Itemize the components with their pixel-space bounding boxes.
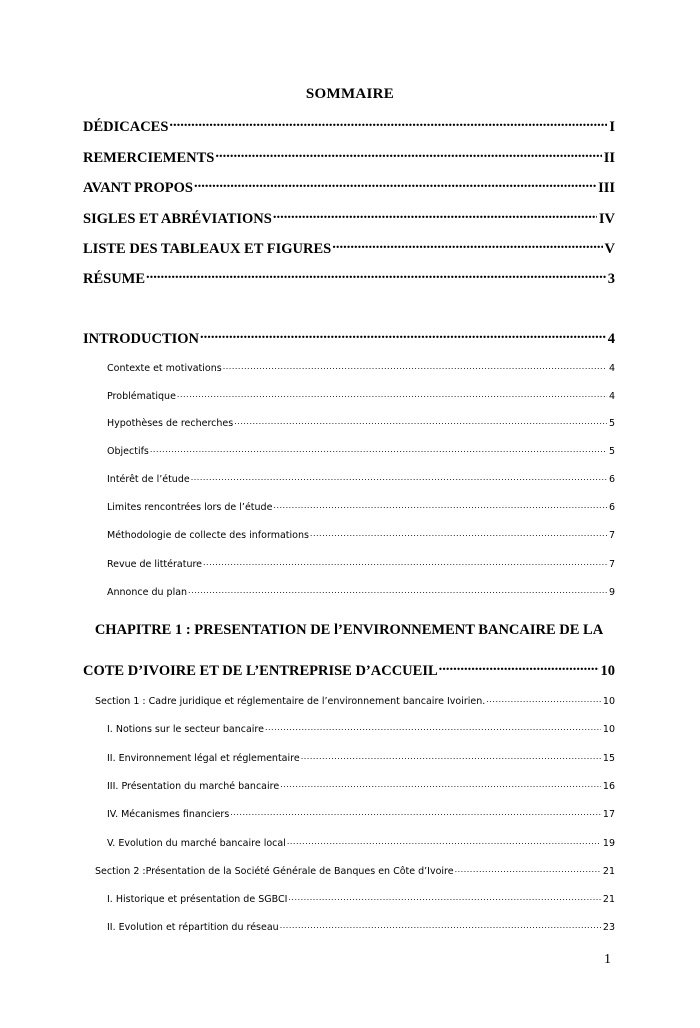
toc-entry-label: II. Evolution et répartition du réseau <box>107 921 279 933</box>
dot-leader <box>233 416 607 426</box>
dot-leader <box>331 238 602 253</box>
toc-entry-avant-propos[interactable] <box>83 177 615 197</box>
dot-leader <box>264 722 601 732</box>
toc-entry-page: 16 <box>602 780 615 792</box>
page-title: SOMMAIRE <box>305 86 395 102</box>
toc-entry-page: 7 <box>608 558 615 570</box>
toc-entry-label: V. Evolution du marché bancaire local <box>107 837 286 849</box>
toc-entry-resume[interactable] <box>83 268 615 288</box>
toc-subentry[interactable] <box>107 472 615 485</box>
toc-entry-label: Méthodologie de collecte des informations <box>107 529 309 541</box>
toc-entry-label: II. Environnement légal et réglementaire <box>107 752 300 764</box>
dot-leader <box>214 147 601 162</box>
toc-entry-label: IV. Mécanismes financiers <box>107 808 230 820</box>
toc-subentry[interactable] <box>107 920 615 933</box>
toc-subentry[interactable] <box>107 361 615 374</box>
dot-leader <box>190 472 607 482</box>
toc-entry-page: 10 <box>602 723 615 735</box>
toc-subentry[interactable] <box>107 722 615 735</box>
toc-entry-dedicaces[interactable] <box>83 116 615 136</box>
toc-entry-label: Section 1 : Cadre juridique et réglementaire de l’environnement bancaire Ivoirien. <box>95 695 486 707</box>
dot-leader <box>438 660 599 675</box>
toc-entry-label: AVANT PROPOS <box>83 179 193 196</box>
toc-entry-page: 23 <box>602 921 615 933</box>
toc-subentry[interactable] <box>107 807 615 820</box>
toc-subentry[interactable] <box>107 751 615 764</box>
dot-leader <box>168 116 607 131</box>
dot-leader <box>222 361 607 371</box>
toc-entry-page: 21 <box>602 893 615 905</box>
toc-entry-label: Revue de littérature <box>107 558 203 570</box>
toc-entry-label: I. Historique et présentation de SGBCI <box>107 893 288 905</box>
dot-leader <box>454 864 601 874</box>
toc-subentry[interactable] <box>107 444 615 457</box>
toc-entry-page: III <box>598 179 615 196</box>
toc-subentry[interactable] <box>107 389 615 402</box>
toc-entry-page: 10 <box>602 695 615 707</box>
toc-subentry[interactable] <box>107 836 615 849</box>
toc-subentry[interactable] <box>107 892 615 905</box>
dot-leader <box>300 751 601 761</box>
toc-entry-label: DÉDICACES <box>83 118 169 135</box>
toc-entry-label: Limites rencontrées lors de l’étude <box>107 501 273 513</box>
dot-leader <box>279 920 601 930</box>
toc-entry-remerciements[interactable] <box>83 147 615 167</box>
toc-entry-page: 6 <box>608 473 615 485</box>
toc-entry-label: Contexte et motivations <box>107 362 222 374</box>
dot-leader <box>272 208 597 223</box>
toc-subentry[interactable] <box>107 585 615 598</box>
toc-entry-label: COTE D’IVOIRE ET DE L’ENTREPRISE D’ACCUEIL <box>83 662 438 679</box>
toc-section-1[interactable] <box>95 694 615 707</box>
dot-leader <box>485 694 601 704</box>
toc-entry-label: RÉSUME <box>83 270 146 287</box>
toc-subentry[interactable] <box>107 416 615 429</box>
dot-leader <box>149 444 607 454</box>
toc-entry-label: III. Présentation du marché bancaire <box>107 780 280 792</box>
toc-subentry[interactable] <box>107 528 615 541</box>
dot-leader <box>287 892 601 902</box>
dot-leader <box>176 389 607 399</box>
toc-entry-page: 21 <box>602 865 615 877</box>
toc-entry-label: Hypothèses de recherches <box>107 417 234 429</box>
toc-entry-page: 4 <box>608 390 615 402</box>
toc-subentry[interactable] <box>107 500 615 513</box>
page-number: 1 <box>604 952 611 967</box>
dot-leader <box>187 585 607 595</box>
toc-entry-label: Intérêt de l’étude <box>107 473 190 485</box>
toc-entry-label: I. Notions sur le secteur bancaire <box>107 723 264 735</box>
dot-leader <box>145 268 606 283</box>
toc-entry-label: SIGLES ET ABRÉVIATIONS <box>83 210 272 227</box>
toc-entry-label: Objectifs <box>107 445 149 457</box>
toc-entry-page: V <box>604 240 615 257</box>
toc-subentry[interactable] <box>107 557 615 570</box>
toc-entry-page: 7 <box>608 529 615 541</box>
toc-entry-page: 15 <box>602 752 615 764</box>
dot-leader <box>286 836 601 846</box>
toc-section-2[interactable] <box>95 864 615 877</box>
toc-entry-page: 3 <box>607 270 615 287</box>
toc-subentry[interactable] <box>107 779 615 792</box>
toc-entry-page: 19 <box>602 837 615 849</box>
toc-entry-page: 5 <box>608 417 615 429</box>
toc-entry-label: Annonce du plan <box>107 586 188 598</box>
toc-entry-page: 10 <box>600 662 615 679</box>
toc-entry-page: 5 <box>608 445 615 457</box>
dot-leader <box>202 557 607 567</box>
toc-entry-page: 9 <box>608 586 615 598</box>
toc-entry-label: LISTE DES TABLEAUX ET FIGURES <box>83 240 332 257</box>
toc-entry-label: Problématique <box>107 390 176 402</box>
toc-entry-page: 17 <box>602 808 615 820</box>
toc-chapter1-line1[interactable]: CHAPITRE 1 : PRESENTATION DE l’ENVIRONNEMENT BANCAIRE DE LA <box>94 622 604 638</box>
toc-entry-page: II <box>603 149 615 166</box>
toc-entry-chapter1[interactable] <box>83 660 615 680</box>
toc-entry-page: 6 <box>608 501 615 513</box>
dot-leader <box>199 328 606 343</box>
toc-entry-liste-tableaux[interactable] <box>83 238 615 258</box>
toc-entry-page: 4 <box>608 362 615 374</box>
dot-leader <box>272 500 607 510</box>
toc-entry-label: REMERCIEMENTS <box>83 149 215 166</box>
toc-entry-page: 4 <box>607 330 615 347</box>
toc-entry-introduction[interactable] <box>83 328 615 348</box>
dot-leader <box>229 807 601 817</box>
toc-entry-sigles[interactable] <box>83 208 615 228</box>
toc-entry-page: IV <box>598 210 615 227</box>
toc-entry-page: I <box>609 118 615 135</box>
toc-entry-label: INTRODUCTION <box>83 330 200 347</box>
dot-leader <box>309 528 607 538</box>
dot-leader <box>279 779 601 789</box>
toc-entry-label: Section 2 :Présentation de la Société Générale de Banques en Côte d’Ivoire <box>95 865 454 877</box>
dot-leader <box>193 177 596 192</box>
